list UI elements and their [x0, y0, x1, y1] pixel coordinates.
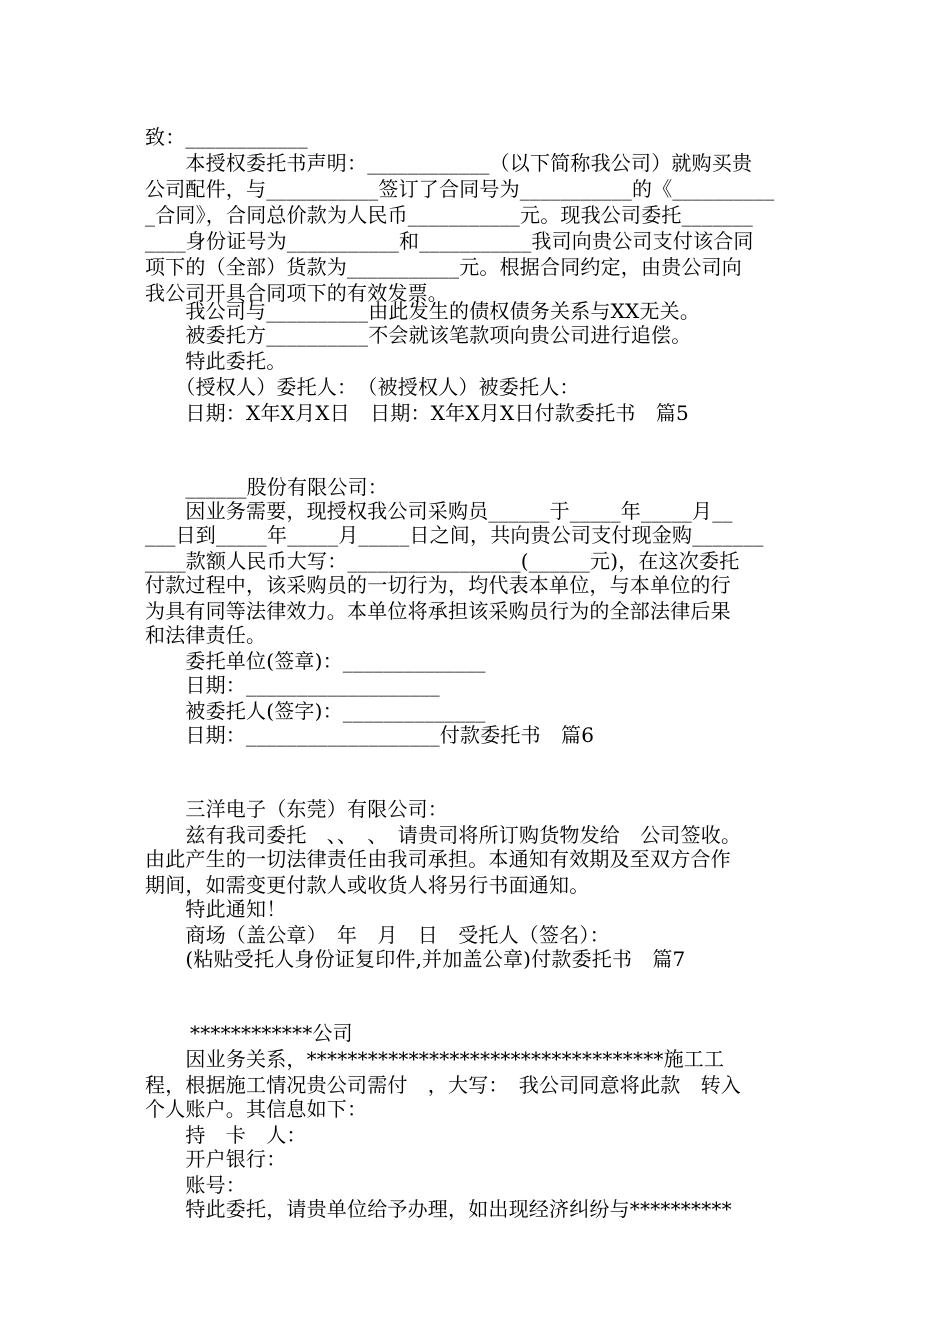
text-line: 兹有我司委托 、、 、 请贵司将所订购货物发给 公司签收。 — [145, 823, 742, 847]
text-line: 被委托人(签字)：______________ — [145, 699, 486, 723]
text-line: 付款过程中，该采购员的一切行为，均代表本单位，与本单位的行 — [145, 573, 731, 597]
text-line: ___日到_____年_____月_____日之间，共向贵公司支付现金购_______ — [145, 523, 764, 547]
text-line: 账号： — [145, 1173, 246, 1197]
text-line: 持 卡 人： — [145, 1123, 307, 1147]
text-line: 项下的（全部）货款为___________元。根据合同约定，由贵公司向 — [145, 255, 742, 279]
text-line: 由此产生的一切法律责任由我司承担。本通知有效期及至双方合作 — [145, 847, 731, 871]
text-line: 特此委托。 — [145, 349, 287, 373]
text-line: 我公司与__________由此发生的债权债务关系与XX无关。 — [145, 299, 701, 323]
text-line: ____身份证号为___________和___________我司向贵公司支付该合同 — [145, 229, 754, 253]
text-line: ************公司 — [190, 1021, 353, 1045]
text-line: （授权人）委托人： （被授权人）被委托人： — [145, 375, 580, 399]
text-line: 日期：___________________ — [145, 673, 440, 697]
text-line: ____款额人民币大写：_________________(______元)，在这次委托 — [145, 549, 740, 573]
text-line: 个人账户。其信息如下： — [145, 1097, 368, 1121]
text-line: 开户银行： — [145, 1147, 287, 1171]
text-line: ______股份有限公司： — [145, 475, 388, 499]
text-line: 期间，如需变更付款人或收货人将另行书面通知。 — [145, 873, 590, 897]
text-line: 特此委托，请贵单位给予办理，如出现经济纠纷与********** — [145, 1197, 732, 1221]
text-line: 因业务关系，***********************************施工工 — [145, 1047, 725, 1071]
text-line: 日期：X年X月X日 日期：X年X月X日付款委托书 篇5 — [145, 401, 689, 425]
text-line: 被委托方__________不会就该笔款项向贵公司进行追偿。 — [145, 323, 692, 347]
text-line: 日期：___________________付款委托书 篇6 — [145, 723, 595, 747]
text-line: (粘贴受托人身份证复印件,并加盖公章)付款委托书 篇7 — [145, 947, 686, 971]
text-line: 和法律责任。 — [145, 623, 267, 647]
text-line: _合同》，合同总价款为人民币___________元。现我公司委托_______ — [145, 203, 753, 227]
text-line: 委托单位(签章)：______________ — [145, 649, 486, 673]
text-line: 致：____________ — [145, 125, 308, 149]
text-line: 我公司开具合同项下的有效发票。 — [145, 281, 448, 305]
text-line: 三洋电子（东莞）有限公司： — [145, 797, 448, 821]
text-line: 为具有同等法律效力。本单位将承担该采购员行为的全部法律后果 — [145, 599, 731, 623]
text-line: 公司配件，与___________签订了合同号为___________的《__________ — [145, 177, 775, 201]
text-line: 因业务需要，现授权我公司采购员______于_____年_____月__ — [145, 499, 733, 523]
text-line: 特此通知！ — [145, 897, 287, 921]
text-line: 本授权委托书声明：____________（以下简称我公司）就购买贵 — [145, 151, 753, 175]
text-line: 程，根据施工情况贵公司需付 ，大写： 我公司同意将此款 转入 — [145, 1073, 741, 1097]
text-line: 商场（盖公章） 年 月 日 受托人（签名）： — [145, 923, 610, 947]
